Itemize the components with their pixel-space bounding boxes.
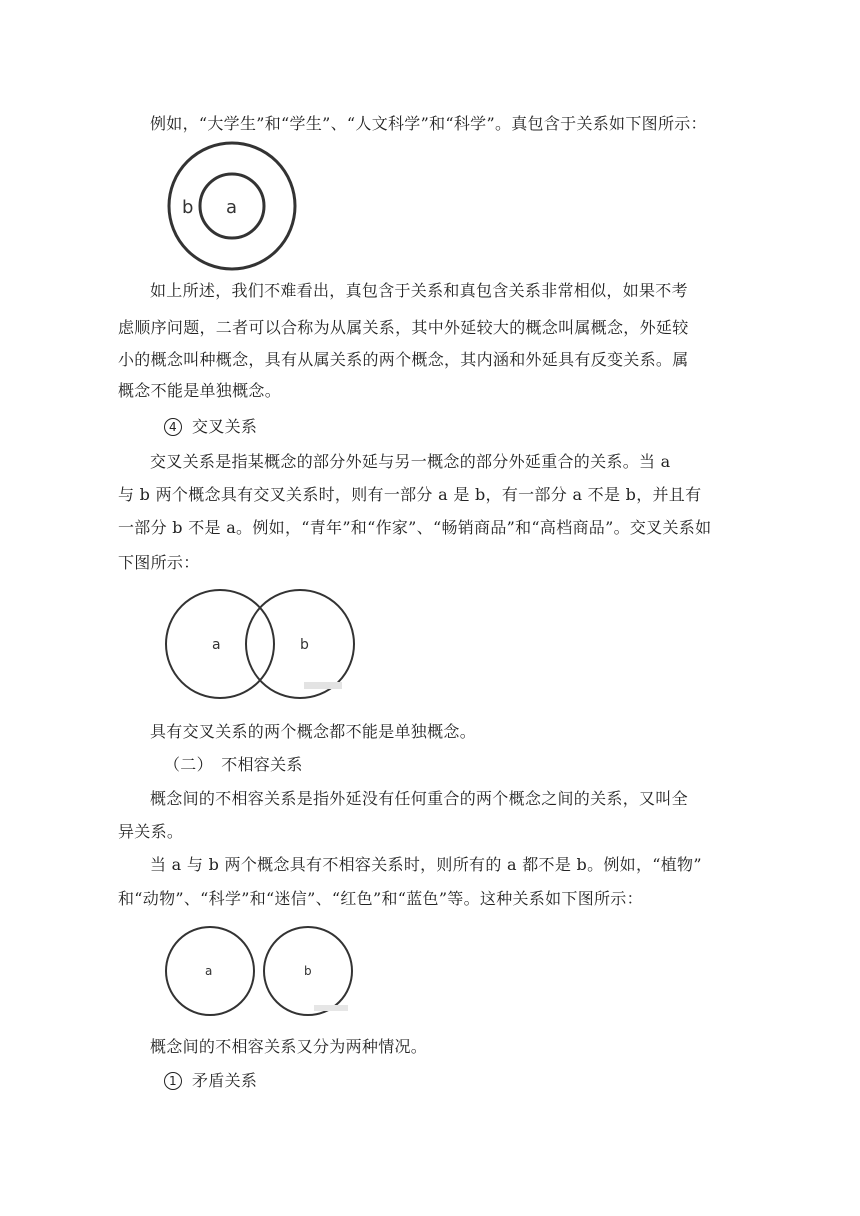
- figure-subsumption: [166, 141, 298, 275]
- label-b: b: [182, 197, 194, 218]
- paragraph-line: 具有交叉关系的两个概念都不能是单独概念。: [150, 722, 477, 741]
- heading-text: 交叉关系: [192, 417, 258, 436]
- paragraph-line: 与 b 两个概念具有交叉关系时，则有一部分 a 是 b，有一部分 a 不是 b，并且有: [118, 485, 702, 504]
- paragraph-line: 一部分 b 不是 a。例如，“青年”和“作家”、“畅销商品”和“高档商品”。交叉关系如: [118, 518, 712, 537]
- paragraph-example-subsumption: 例如，“大学生”和“学生”、“人文科学”和“科学”。真包含于关系如下图所示：: [150, 114, 707, 133]
- label-a: a: [212, 637, 221, 653]
- heading-intersection: [164, 417, 257, 437]
- watermark-mark: [304, 682, 342, 689]
- heading-text: 矛盾关系: [192, 1071, 258, 1090]
- label-b: b: [304, 964, 312, 978]
- paragraph-line: 虑顺序问题，二者可以合称为从属关系，其中外延较大的概念叫属概念，外延较: [118, 318, 689, 337]
- label-a: a: [226, 197, 238, 218]
- paragraph-line: 如上所述，我们不难看出，真包含于关系和真包含关系非常相似，如果不考: [150, 281, 688, 300]
- paragraph-line: 和“动物”、“科学”和“迷信”、“红色”和“蓝色”等。这种关系如下图所示：: [118, 889, 643, 908]
- subsumption-diagram: [166, 141, 298, 271]
- paragraph-line: 异关系。: [118, 822, 184, 841]
- paragraph-line: 小的概念叫种概念，具有从属关系的两个概念，其内涵和外延具有反变关系。属: [118, 350, 689, 369]
- heading-incompatible: （二） 不相容关系: [164, 755, 303, 774]
- circled-number-1: 1: [164, 1072, 182, 1090]
- watermark-mark: [314, 1005, 348, 1011]
- paragraph-line: 概念间的不相容关系是指外延没有任何重合的两个概念之间的关系，又叫全: [150, 789, 688, 808]
- circled-number-4: 4: [164, 418, 182, 436]
- incompatible-diagram: [164, 925, 360, 1019]
- label-a: a: [205, 964, 213, 978]
- figure-intersection: [164, 586, 360, 706]
- paragraph-line: 概念不能是单独概念。: [118, 381, 282, 400]
- figure-incompatible: [164, 925, 360, 1023]
- paragraph-line: 概念间的不相容关系又分为两种情况。: [150, 1037, 428, 1056]
- heading-contradictory: [164, 1071, 257, 1091]
- paragraph-line: 下图所示：: [118, 553, 200, 572]
- paragraph-line: 交叉关系是指某概念的部分外延与另一概念的部分外延重合的关系。当 a: [150, 452, 671, 471]
- label-b: b: [300, 637, 309, 653]
- paragraph-line: 当 a 与 b 两个概念具有不相容关系时，则所有的 a 都不是 b。例如，“植物”: [150, 855, 702, 874]
- intersection-diagram: [164, 586, 360, 702]
